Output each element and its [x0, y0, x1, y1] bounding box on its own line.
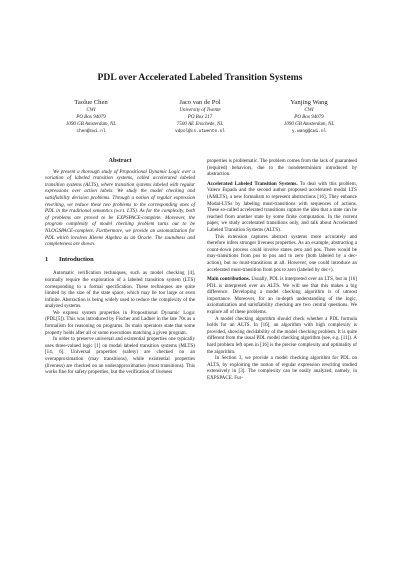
author-address: 1090 GB Amsterdam, NL: [283, 122, 335, 127]
body-paragraph: In Section 3, we provide a model checking algorithm for PDL on ALTS, by exploiting the notion of regular expression rewriting studied extensively in [3]. The complexity can be easily analyzed, namely, in EXPSPACE. Fur-: [207, 355, 357, 381]
author-address: PO Box 94079: [76, 115, 106, 120]
author-block: [36, 98, 146, 135]
body-paragraph: This extension captures abstract systems more accurately and therefore infers stronger liveness properties. As an example, abstracting a count-down process could involve states zero and pos. There would be may-transitions from pos to pos and to zero (both labeled by a dec-action), but no must-transitions at all. However, one could introduce an accelerated must-transition from pos to zero (labeled by dec+).: [207, 233, 357, 273]
author-address: 1090 GB Amsterdam, NL: [65, 122, 117, 127]
author-address: PO Box 217: [187, 115, 213, 120]
section-number: 1: [45, 255, 49, 263]
body-paragraph: A model checking algorithm should check whether a PDL formula holds for an ALTS. In [16], an algorithm with high complexity is provided, showing decidability of the model checking problem. It is quite different from the usual PDL model checking algorithm (see, e.g. [11]). A hard problem left open in [16] is the precise complexity and optimality of the algorithm.: [207, 315, 357, 355]
author-name: Taolue Chen: [74, 99, 108, 106]
author-affiliation: University of Twente: [179, 108, 221, 113]
paper-title: PDL over Accelerated Labeled Transition Systems: [97, 72, 303, 83]
author-block: [254, 98, 364, 135]
abstract-text: We present a thorough study of Propositional Dynamic Logic over a variation of labeled transition systems, called accelerated labeled transition systems (ALTS), where transition systems labeled with regular expressions over action labels. We study the model checking and satisfiability decision problems. Through a notion of regular expression rewriting, we reduce these two problems to the corresponding ones of PDL in the traditional semantics (w.r.t. LTS). As for the complexity, both of problems are proved to be EXPSPACE-complete. Moreover, the program complexity of model checking problem turns out to be NLOGSPACE-complete. Furthermore, we provide an axiomatization for PDL which involves Kleene Algebra as an Oracle. The soundness and completeness are shown.: [45, 168, 195, 248]
body-paragraph: properties is problematic. The problem comes from the lack of guaranteed (required) behaviors, due to the nondeterminism introduced by abstraction.: [207, 158, 357, 178]
left-column: [45, 158, 195, 376]
author-affiliation: CWI: [86, 108, 96, 113]
right-column: [207, 158, 357, 382]
author-email: vdpol@cs.utwente.nl: [174, 129, 226, 134]
author-name: Jaco van de Pol: [179, 99, 221, 106]
body-paragraph: [207, 276, 357, 316]
section-title: Introduction: [59, 255, 94, 263]
run-in-heading: Accelerated Labeled Transition Systems.: [207, 180, 298, 187]
author-address: PO Box 94079: [294, 115, 324, 120]
paragraph-text: Usually, PDL is interpreted over an LTS, but in [16] PDL is interpreted over an ALTS. We will see that this makes a big difference. Developing a model checking algorithm is of utmost importance. Moreover, for an in-depth understanding of the logic, axiomatization and satisfiability checking are two central questions. We explore all of these problems.: [207, 276, 357, 316]
body-paragraph: [207, 181, 357, 234]
author-name: Yanjing Wang: [290, 99, 328, 106]
run-in-heading: Main contributions.: [207, 276, 250, 283]
author-affiliation: CWI: [304, 108, 314, 113]
author-block: [145, 98, 255, 135]
paragraph-text: To deal with this problem, Valero Espada and the second author proposed accelerated modal LTS (AMLTS), a new formalism to represent abstractions [16]. They enhance Modal-LTSs by labeling must-transitions with sequences of actions. These so-called accelerated transitions capture the idea that a state can be reached from another state by some finite computation. In the current paper, we study accelerated transitions only, and talk about Accelerated Labeled Transition Systems (ALTS).: [207, 180, 357, 233]
author-address: 7500 AE Enschede, NL: [176, 122, 224, 127]
section-heading: [45, 257, 195, 264]
abstract-heading: Abstract: [108, 157, 132, 164]
body-paragraph: In order to preserve universal and existential properties one typically uses three-valued logic [1] on modal labeled transition systems (MLTS) [14, 6]. Universal properties (safety) are checked on an overapproximation (may transitions), while existential properties (liveness) are checked on an underapproximation (must transitions). This works fine for safety properties, but the verification of liveness: [45, 336, 195, 376]
author-email: y.wang@cwi.nl: [291, 129, 327, 134]
body-paragraph: Automatic verification techniques, such as model checking [4], normally require the exploration of a labeled transition system (LTS) corresponding to a formal specification. These techniques are quite limited by the size of the state space, which may be too large or even infinite. Abstraction is being widely used to reduce the complexity of the analyzed systems.: [45, 270, 195, 310]
author-email: chen@cwi.nl: [76, 129, 106, 134]
body-paragraph: We express system properties in Propositional Dynamic Logic (PDL[5]). This was introduced by Fischer and Ladner in the late 70s as a formalism for reasoning on programs. Its main operators state that some property holds after all or some executions matching a given program.: [45, 309, 195, 336]
